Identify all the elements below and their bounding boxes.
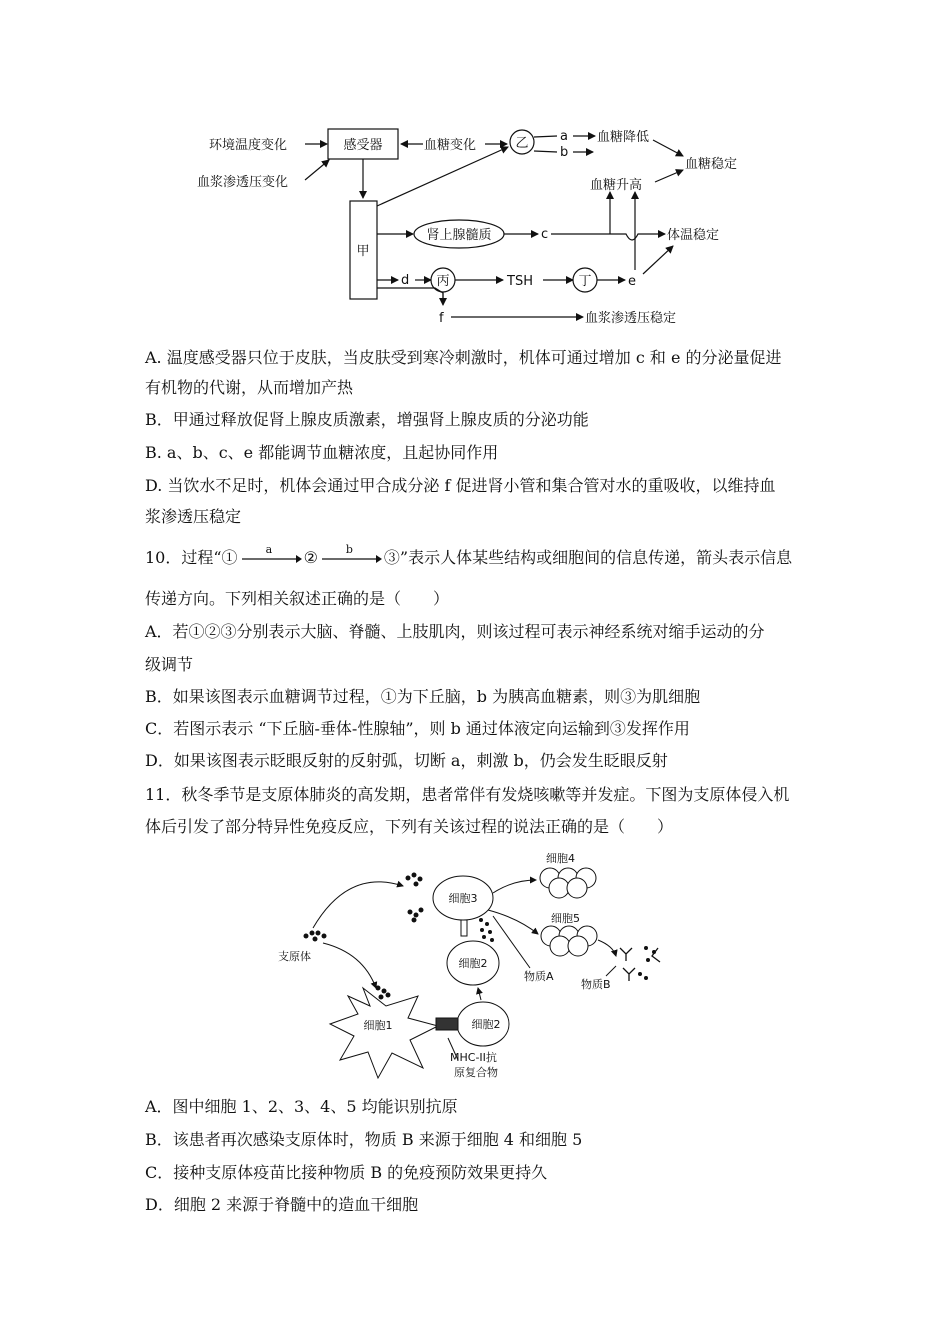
e-label: e (628, 274, 636, 289)
q9-option-b: B．甲通过释放促肾上腺皮质激素，增强肾上腺皮质的分泌功能 (145, 410, 589, 429)
q10-stem-line1 (145, 543, 793, 568)
q9-option-c: B. a、b、c、e 都能调节血糖浓度，且起协同作用 (145, 443, 499, 462)
sugar-stable-label: 血糖稳定 (685, 157, 738, 172)
cell3-label: 细胞3 (448, 892, 478, 905)
cell2-top-label: 细胞2 (458, 957, 488, 970)
q10-node-1: ① (221, 548, 238, 567)
temp-stable-label: 体温稳定 (667, 228, 720, 243)
sugar-down-label: 血糖降低 (597, 130, 650, 145)
blood-sugar-change-label: 血糖变化 (424, 138, 477, 153)
q10-node-3: ③ (383, 548, 400, 567)
tsh-label: TSH (507, 274, 533, 289)
bing-label: 丙 (436, 274, 450, 289)
q10-option-d: D．如果该图表示眨眼反射的反射弧，切断 a，刺激 b，仍会发生眨眼反射 (145, 751, 668, 770)
plasma-osm-label: 血浆渗透压变化 (197, 175, 289, 190)
q10-option-a-line1: A．若①②③分别表示大脑、脊髓、上肢肌肉，则该过程可表示神经系统对缩手运动的分 (145, 622, 765, 641)
b-label: b (560, 145, 569, 160)
q10-option-b: B．如果该图表示血糖调节过程，①为下丘脑，b 为胰高血糖素，则③为肌细胞 (145, 687, 701, 706)
cell2-bottom-label: 细胞2 (471, 1018, 501, 1031)
figure-2-immune-diagram (268, 848, 688, 1088)
q11-option-b: B．该患者再次感染支原体时，物质 B 来源于细胞 4 和细胞 5 (145, 1130, 583, 1149)
d-label: d (401, 273, 410, 288)
q9-option-a-line2: 有机物的代谢，从而增加产热 (145, 378, 354, 397)
env-temp-label: 环境温度变化 (209, 138, 288, 153)
q10-arrow-b: b (318, 548, 384, 568)
q11-option-d: D．细胞 2 来源于脊髓中的造血干细胞 (145, 1195, 419, 1214)
q11-option-a: A．图中细胞 1、2、3、4、5 均能识别抗原 (145, 1097, 458, 1116)
plasma-stable-label: 血浆渗透压稳定 (585, 311, 677, 326)
a-label: a (560, 129, 568, 144)
adrenal-label: 肾上腺髓质 (426, 228, 492, 243)
q10-prefix: 10．过程“ (145, 548, 222, 567)
c-label: c (541, 227, 549, 242)
cell4-label: 细胞4 (546, 852, 575, 865)
figure-1-regulation-diagram (195, 118, 740, 333)
q10-suffix: ”表示人体某些结构或细胞间的信息传递，箭头表示信息 (399, 548, 793, 567)
cell1-label: 细胞1 (363, 1019, 393, 1032)
substance-a-label: 物质A (524, 970, 554, 983)
f-label: f (439, 311, 444, 326)
q10-option-c: C．若图示表示 “下丘脑-垂体-性腺轴”，则 b 通过体液定向运输到③发挥作用 (145, 719, 690, 738)
q10-stem-line2: 传递方向。下列相关叙述正确的是（ ） (145, 589, 450, 608)
q10-option-a-line2: 级调节 (145, 655, 194, 674)
mhc-label-line2: 原复合物 (454, 1066, 498, 1079)
q10-node-2: ② (303, 548, 318, 567)
q11-stem-line2: 体后引发了部分特异性免疫反应，下列有关该过程的说法正确的是（ ） (145, 817, 674, 836)
jia-label: 甲 (356, 244, 370, 259)
q10-arrow-a: a (238, 548, 304, 568)
q9-option-d-line1: D. 当饮水不足时，机体会通过甲合成分泌 f 促进肾小管和集合管对水的重吸收，以维持血 (145, 476, 776, 495)
substance-b-label: 物质B (581, 978, 611, 991)
q9-option-a-line1: A. 温度感受器只位于皮肤，当皮肤受到寒冷刺激时，机体可通过增加 c 和 e 的分泌量促进 (145, 348, 782, 367)
mhc-label-line1: MHC-II抗 (450, 1051, 497, 1064)
q9-option-d-line2: 浆渗透压稳定 (145, 507, 242, 526)
q11-option-c: C．接种支原体疫苗比接种物质 B 的免疫预防效果更持久 (145, 1163, 548, 1182)
sugar-up-label: 血糖升高 (590, 178, 643, 193)
cell5-label: 细胞5 (551, 912, 580, 925)
mycoplasma-label: 支原体 (278, 950, 311, 963)
receptor-label: 感受器 (343, 138, 383, 153)
ding-label: 丁 (578, 274, 592, 289)
q11-stem-line1: 11．秋冬季节是支原体肺炎的高发期，患者常伴有发烧咳嗽等并发症。下图为支原体侵入机 (145, 785, 790, 804)
yi-label: 乙 (515, 136, 529, 151)
